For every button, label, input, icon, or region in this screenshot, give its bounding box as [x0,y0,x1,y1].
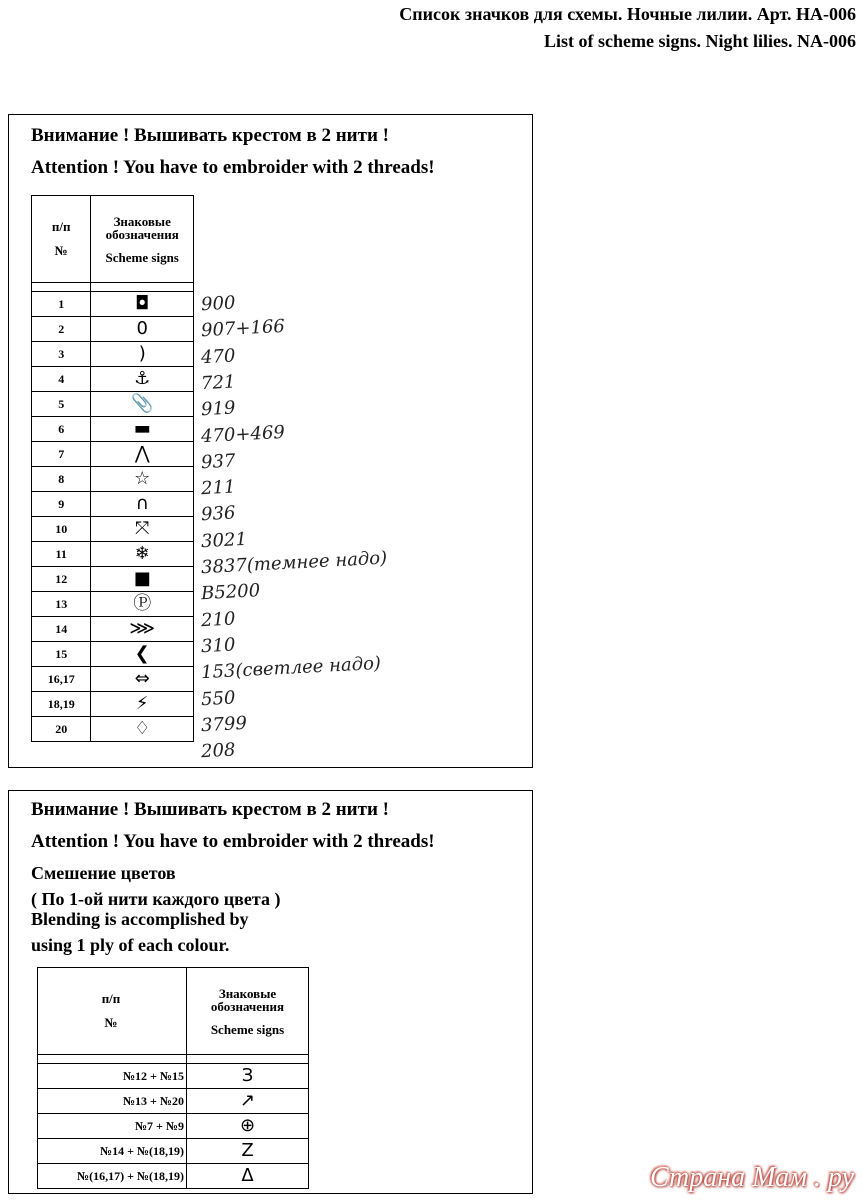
filled-square-with-circle-icon: ◘ [135,293,150,314]
row-number: 5 [32,392,91,417]
right-parenthesis-icon: ) [138,343,146,364]
col-sign-header [186,968,308,1055]
col-num-bottom-label: № [54,243,68,258]
row-number: 6 [32,417,91,442]
table-row [38,1114,309,1139]
handwritten-note: 470+469 [200,421,286,447]
circled-plus-icon: ⊕ [239,1115,256,1136]
row-sign-cell [91,442,194,467]
row-number: 4 [32,367,91,392]
header-title-ru: Список значков для схемы. Ночные лилии. Арт. НА-006 [399,4,856,24]
handwritten-note: 3021 [200,528,248,552]
chevron-left-icon: ❮ [134,643,150,664]
handwritten-note: 310 [200,634,236,658]
handwritten-note: 470 [200,345,236,368]
blend-combination: №(16,17) + №(18,19) [38,1164,187,1189]
blend-subtitle-ru: ( По 1-ой нити каждого цвета ) [31,889,281,909]
cross-with-squares-icon: ⤧ [135,518,150,539]
row-number: 3 [32,342,91,367]
table-spacer [32,283,91,292]
handwritten-note: 550 [200,686,236,710]
table-row [38,1089,309,1114]
circled-p-icon: Ⓟ [133,593,152,614]
star-outline-icon: ☆ [134,468,151,489]
slanted-oval-icon: 0 [136,318,148,339]
row-number: 14 [32,617,91,642]
attention-ru: Внимание ! Вышивать крестом в 2 нити ! [31,125,389,146]
row-number: 8 [32,467,91,492]
handwritten-note: 153(светлее надо) [200,653,382,684]
row-sign-cell [91,492,194,517]
blend-combination: №12 + №15 [38,1064,187,1089]
handwritten-note: 900 [200,292,236,316]
col-num-header [38,968,187,1055]
row-number: 20 [32,717,91,742]
blend-combination: №13 + №20 [38,1089,187,1114]
table-row [32,542,194,567]
arrow-tree-icon: ⋀ [134,443,150,464]
triangle-icon: Δ [241,1165,254,1186]
row-sign-cell [91,467,194,492]
row-sign-cell [91,317,194,342]
paperclip-icon: 📎 [131,393,154,414]
col-num-top-label: п/п [101,991,121,1007]
blend-title-ru: Смешение цветов [31,863,176,883]
blending-panel [8,790,533,1194]
three-glyph-icon: З [241,1065,254,1086]
row-sign-cell [91,717,194,742]
row-sign-cell [186,1164,308,1189]
table-row [38,1064,309,1089]
row-sign-cell [186,1114,308,1139]
row-number: 12 [32,567,91,592]
z-with-bar-icon: Z [241,1140,254,1161]
table-row [32,342,194,367]
handwritten-note: 907+166 [200,316,286,342]
row-number: 13 [32,592,91,617]
row-number: 2 [32,317,91,342]
signs-table [31,195,194,742]
row-number: 16,17 [32,667,91,692]
col-sign-en-label: Scheme signs [105,249,179,265]
table-row [32,467,194,492]
row-sign-cell [91,542,194,567]
filled-square-icon: ■ [133,568,151,589]
row-sign-cell [91,517,194,542]
col-num-header [32,196,91,283]
row-number: 10 [32,517,91,542]
table-row [32,567,194,592]
table-row [32,492,194,517]
watermark-logo: Страна Мам . ру [649,1162,854,1193]
col-sign-ru-label: Знаковые обозначения [210,985,285,1014]
row-sign-cell [91,592,194,617]
row-number: 9 [32,492,91,517]
row-sign-cell [91,667,194,692]
table-row [32,417,194,442]
table-row [32,392,194,417]
blend-combination: №14 + №(18,19) [38,1139,187,1164]
row-sign-cell [91,367,194,392]
double-arrow-icon: ⇔ [134,668,150,689]
col-num-top-label: п/п [51,219,71,235]
row-sign-cell [186,1089,308,1114]
col-num-bottom-label: № [104,1015,118,1030]
handwritten-note: 3799 [200,712,248,737]
diamond-outline-icon: ♢ [134,718,151,739]
handwritten-note: 210 [200,608,236,631]
header-title-en: List of scheme signs. Night lilies. NA-006 [544,31,856,51]
row-sign-cell [91,617,194,642]
table-row [38,1164,309,1189]
table-row [32,317,194,342]
table-spacer [91,283,194,292]
blend-text-en-1: Blending is accomplished by [31,909,249,929]
row-number: 7 [32,442,91,467]
table-spacer [38,1055,187,1064]
row-sign-cell [91,392,194,417]
sagittarius-arrow-icon: ↗ [239,1090,256,1111]
handwritten-note: 937 [200,450,236,474]
table-row [32,292,194,317]
blend-combination: №7 + №9 [38,1114,187,1139]
row-sign-cell [91,567,194,592]
table-row [32,617,194,642]
col-sign-ru-label: Знаковые обозначения [105,213,179,242]
attention-ru: Внимание ! Вышивать крестом в 2 нити ! [31,799,389,820]
row-sign-cell [91,417,194,442]
signs-panel [8,114,533,768]
handwritten-note: 208 [200,739,236,763]
handwritten-note: 3837(темнее надо) [200,547,388,579]
blending-table [37,967,309,1189]
attention-en: Attention ! You have to embroider with 2 threads! [31,831,435,852]
anchor-icon: ⚓ [134,368,151,389]
diagonal-capsule-icon: ▬ [133,418,151,439]
table-row [32,517,194,542]
triple-slash-icon: ⋙ [129,618,156,639]
row-sign-cell [91,342,194,367]
table-row [32,592,194,617]
table-row [32,642,194,667]
table-row [32,692,194,717]
table-spacer [186,1055,308,1064]
col-sign-en-label: Scheme signs [210,1021,285,1037]
table-row [32,667,194,692]
handwritten-note: 721 [200,371,236,395]
row-sign-cell [186,1139,308,1164]
handwritten-note: 211 [200,476,236,500]
table-row [38,1139,309,1164]
table-row [32,367,194,392]
row-sign-cell [91,692,194,717]
handwritten-note: B5200 [200,580,261,605]
row-number: 15 [32,642,91,667]
wave-loop-icon: ∩ [135,493,149,514]
handwritten-note: 936 [200,502,236,526]
row-sign-cell [91,642,194,667]
snowflake-icon: ❄ [134,543,150,564]
row-number: 11 [32,542,91,567]
lightning-icon: ⚡ [135,693,149,714]
row-sign-cell [186,1064,308,1089]
table-row [32,717,194,742]
table-row [32,442,194,467]
row-number: 18,19 [32,692,91,717]
row-sign-cell [91,292,194,317]
row-number: 1 [32,292,91,317]
col-sign-header [91,196,194,283]
handwritten-note: 919 [200,397,236,421]
attention-en: Attention ! You have to embroider with 2 threads! [31,157,435,178]
blend-text-en-2: using 1 ply of each colour. [31,935,230,955]
